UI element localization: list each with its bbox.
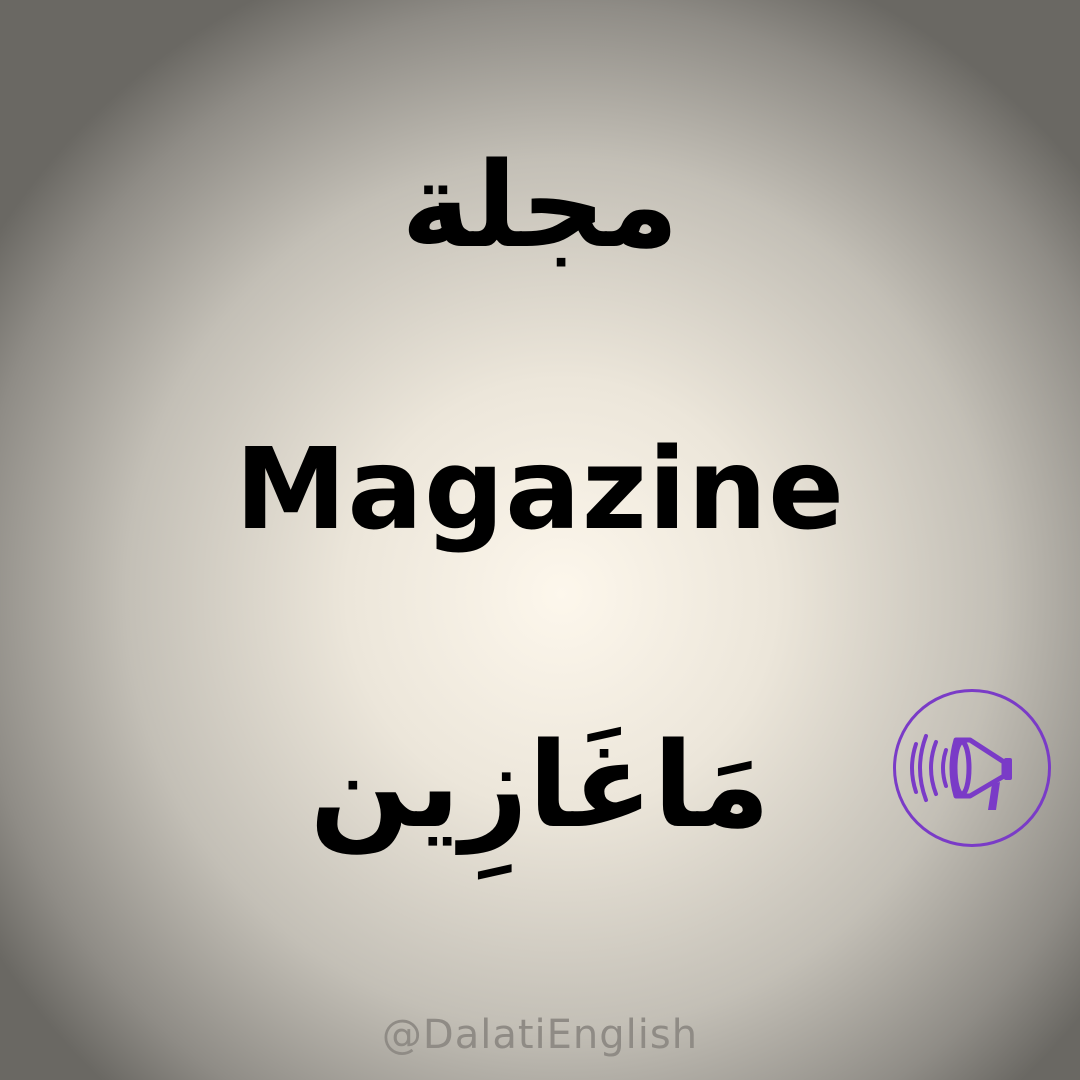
account-handle: @DalatiEnglish — [381, 1012, 699, 1058]
arabic-transliteration: مَاغَازِين — [309, 716, 771, 854]
megaphone-icon — [896, 692, 1048, 844]
arabic-word: مجلة — [401, 136, 679, 274]
english-word: Magazine — [234, 425, 846, 555]
pronunciation-audio-button[interactable] — [893, 689, 1051, 847]
